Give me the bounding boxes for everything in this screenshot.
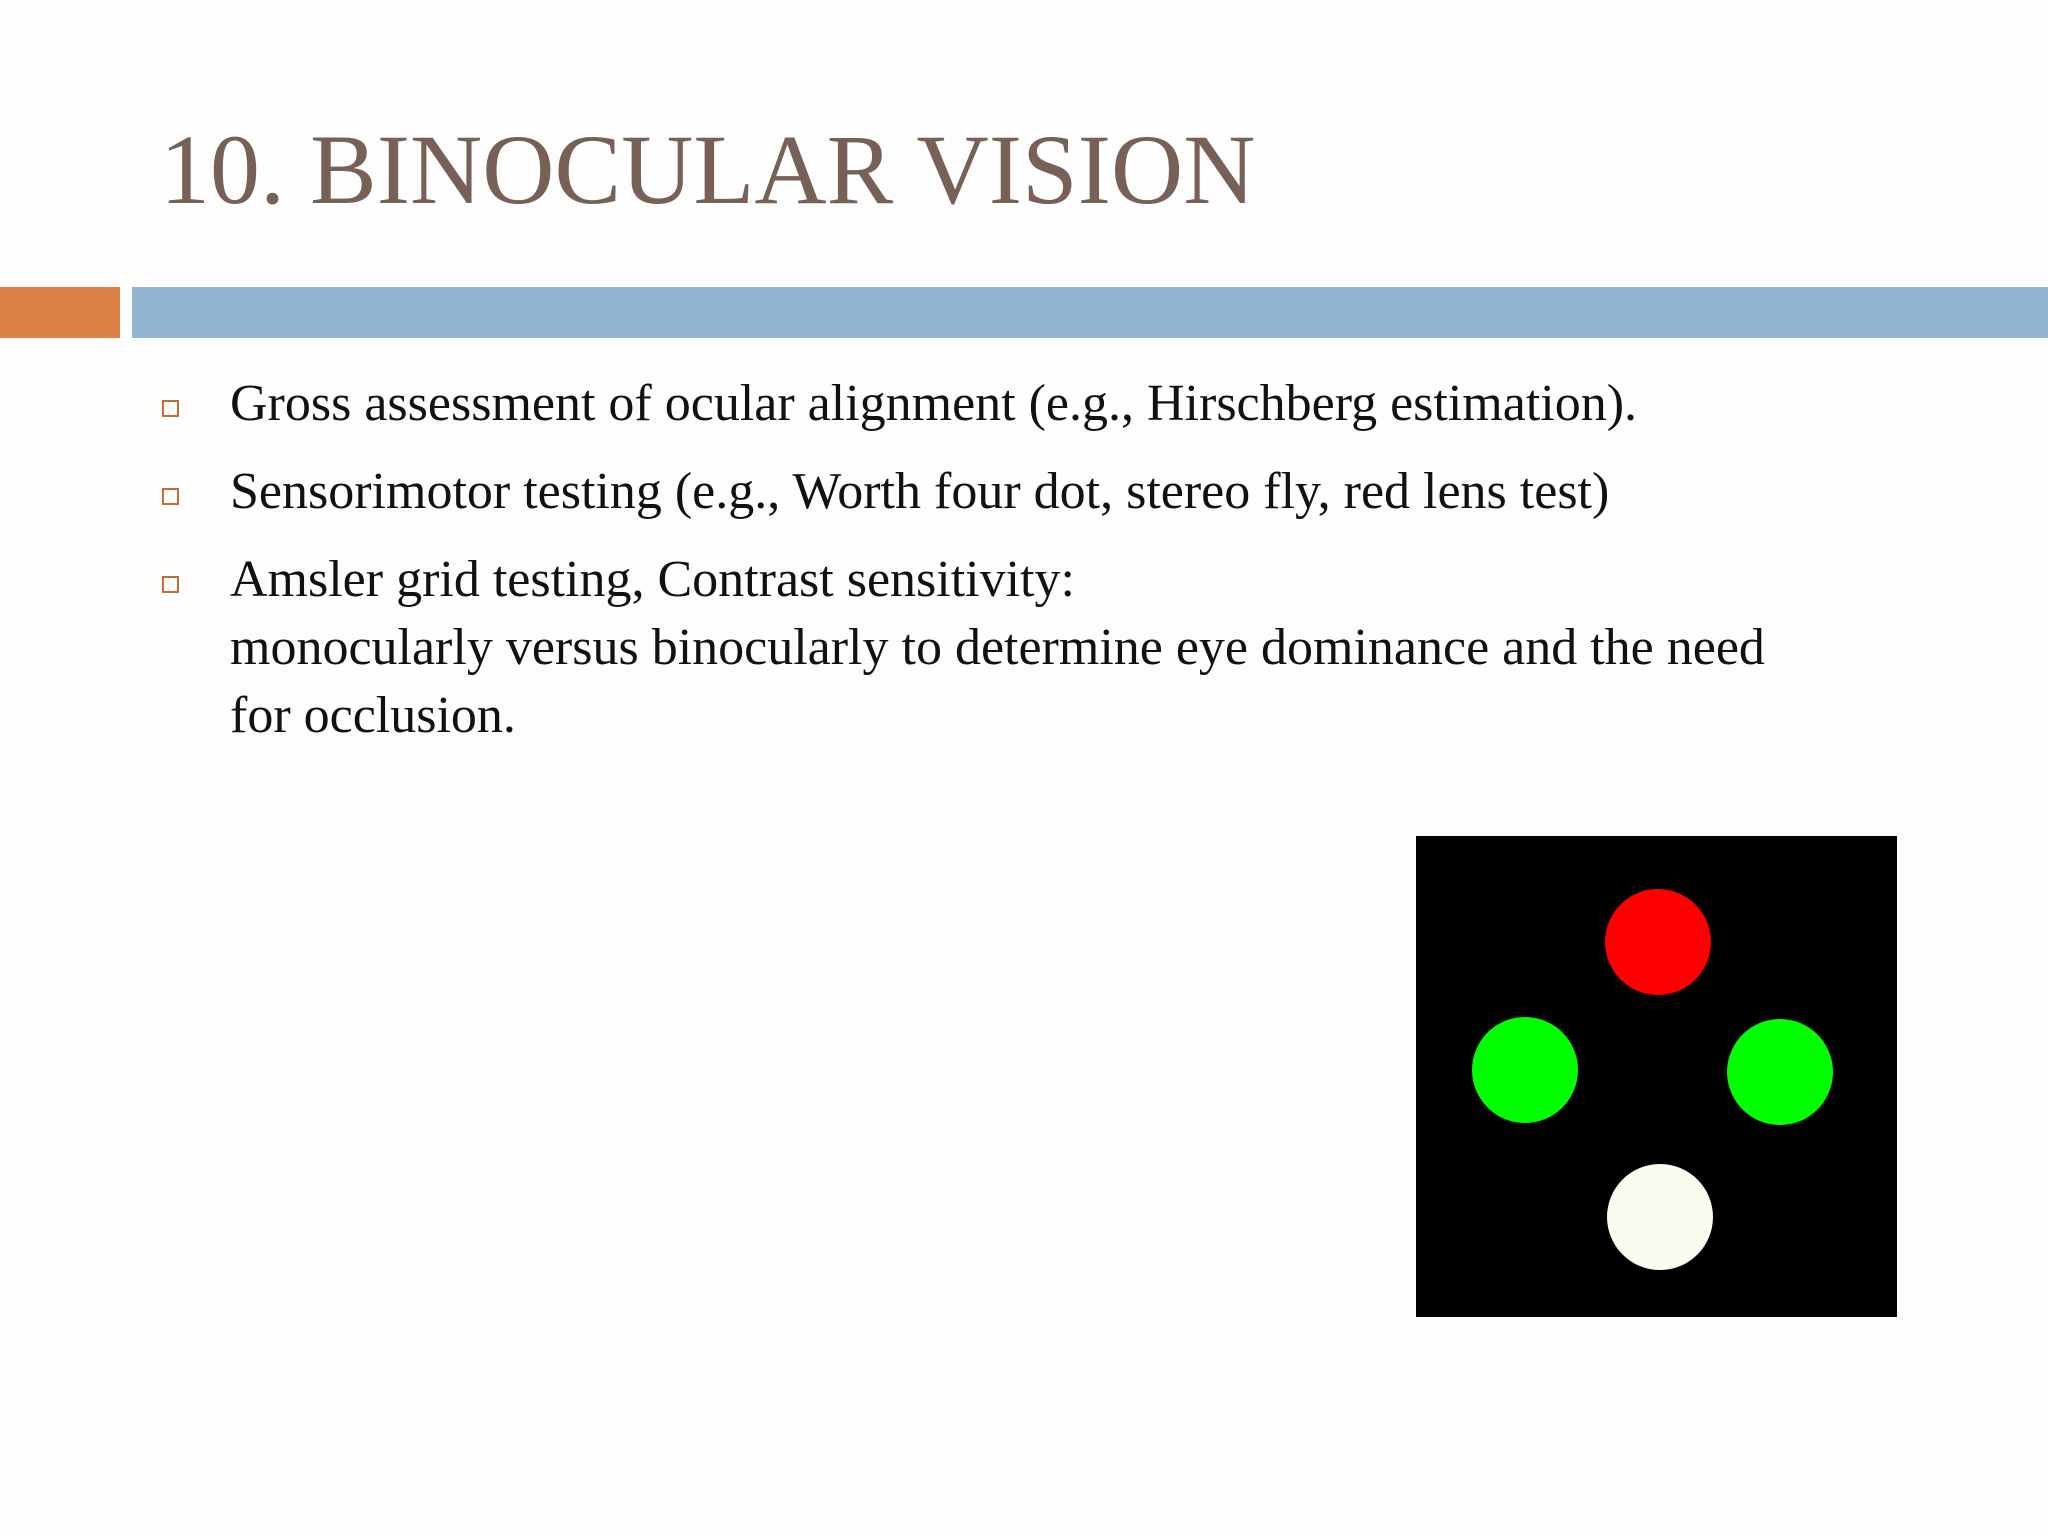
accent-bar-orange xyxy=(0,287,120,338)
bullet-text: Sensorimotor testing (e.g., Worth four dot, stereo fly, red lens test) xyxy=(230,463,1610,520)
bullet-text-line-2: monocularly versus binocularly to determine eye dominance and the need xyxy=(230,619,1765,676)
green-dot-right xyxy=(1727,1019,1833,1125)
bullet-item xyxy=(160,546,1960,750)
bullet-item xyxy=(160,370,1960,438)
hollow-square-icon xyxy=(162,488,179,505)
accent-bar-blue xyxy=(132,287,2048,338)
green-dot-left xyxy=(1472,1017,1578,1123)
hollow-square-icon xyxy=(162,400,179,417)
slide-title: 10. BINOCULAR VISION xyxy=(160,114,1256,225)
bullet-list xyxy=(160,370,1960,770)
bullet-text: Gross assessment of ocular alignment (e.g., Hirschberg estimation). xyxy=(230,375,1638,432)
hollow-square-icon xyxy=(162,576,179,593)
red-dot xyxy=(1605,889,1711,995)
bullet-text-line-1: Amsler grid testing, Contrast sensitivity: xyxy=(230,551,1075,608)
white-dot xyxy=(1607,1164,1713,1270)
bullet-text-line-3: for occlusion. xyxy=(230,687,516,744)
bullet-item xyxy=(160,458,1960,526)
worth-four-dot-image xyxy=(1416,836,1897,1317)
